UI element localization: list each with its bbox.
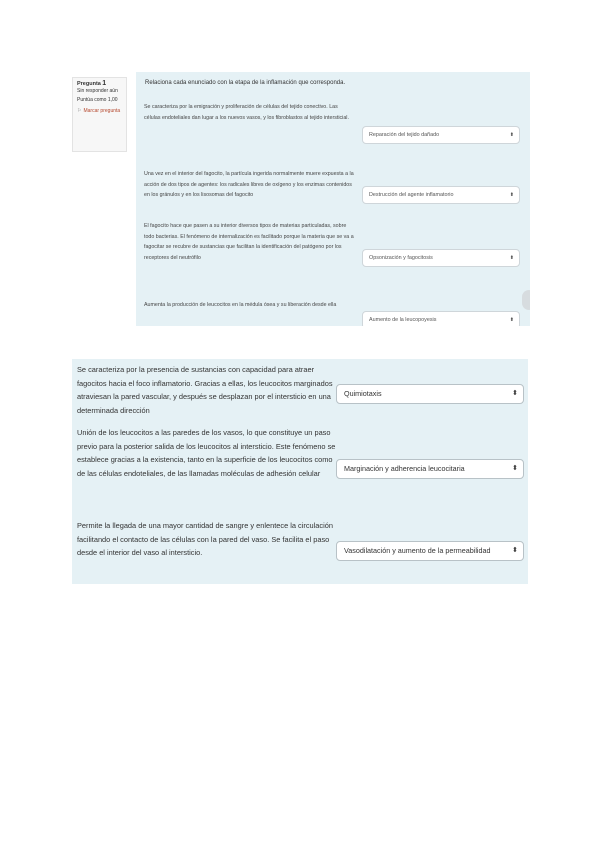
flag-question-link[interactable]: [77, 108, 122, 115]
answer-select-value: Quimiotaxis: [344, 389, 382, 398]
updown-arrow-icon: ⬍: [509, 255, 514, 261]
flag-question-label: Marcar pregunta: [83, 107, 121, 114]
answer-select[interactable]: [362, 249, 520, 267]
updown-arrow-icon: ⬍: [510, 542, 518, 560]
statement-text: Una vez en el interior del fagocito, la partícula ingerida normalmente muere expuesta a la acción de dos tipos de agentes: los radicales libres de oxígeno y los enzimas contenidos en los gránulos y en los lisosomas del fagocito: [144, 171, 354, 198]
question-points: Puntúa como 1,00: [77, 97, 118, 103]
answer-select-value: Opsonización y fagocitosis: [369, 255, 433, 261]
updown-arrow-icon: ⬍: [510, 460, 518, 478]
question-info-box: [72, 77, 127, 152]
statement-text: El fagocito hace que pasen a su interior diversos tipos de materias particuladas, sobre todo bacterias. El fenómeno de internalización es facilitado porque la materia que se va a fagocitar se recubre de sustancias que facilitan la identificación del patógeno por los receptores del neutrófilo: [144, 223, 354, 261]
answer-select[interactable]: [336, 541, 524, 561]
updown-arrow-icon: ⬍: [510, 385, 518, 403]
answer-select-value: Marginación y adherencia leucocitaria: [344, 464, 465, 473]
updown-arrow-icon: ⬍: [509, 192, 514, 198]
question-instruction: Relaciona cada enunciado con la etapa de la inflamación que corresponda.: [145, 80, 346, 86]
answer-select-value: Destrucción del agente inflamatorio: [369, 192, 454, 198]
answer-select[interactable]: [336, 384, 524, 404]
statement-text: Unión de los leucocitos a las paredes de los vasos, lo que constituye un paso previo para la posterior salida de los leucocitos al intersticio. Este fenómeno se establece gracias a la existencia, tanto en la superficie de los leucocitos como de las células endoteliales, de las llamadas moléculas de adhesión celular: [77, 428, 336, 478]
statement-text: Aumenta la producción de leucocitos en la médula ósea y su liberación desde ella: [144, 302, 337, 308]
statement-text: Se caracteriza por la emigración y proliferación de células del tejido conectivo. Las células endoteliales dan lugar a los nuevos vasos, y los fibroblastos al tejido intersticial.: [144, 104, 349, 121]
answer-select-value: Aumento de la leucopoyesis: [369, 317, 437, 323]
updown-arrow-icon: ⬍: [509, 132, 514, 138]
answer-select[interactable]: [362, 126, 520, 144]
answer-select[interactable]: [336, 459, 524, 479]
quiz-screenshot-top: [72, 72, 530, 326]
question-label: Pregunta: [77, 81, 101, 87]
question-status: Sin responder aún: [77, 87, 118, 94]
quiz-screenshot-bottom: [72, 359, 528, 584]
statement-text: Permite la llegada de una mayor cantidad de sangre y enlentece la circulación facilitando el contacto de las células con la pared del vaso. Se facilita el paso desde el interior del vaso al intersticio.: [77, 521, 333, 557]
question-panel-top: [136, 72, 530, 326]
answer-select-value: Vasodilatación y aumento de la permeabilidad: [344, 546, 491, 555]
scroll-to-top-button[interactable]: [522, 290, 530, 310]
answer-select-value: Reparación del tejido dañado: [369, 132, 440, 138]
answer-select[interactable]: [362, 186, 520, 204]
updown-arrow-icon: ⬍: [509, 317, 514, 323]
statement-text: Se caracteriza por la presencia de sustancias con capacidad para atraer fagocitos hacia el foco inflamatorio. Gracias a ellas, los leucocitos marginados atraviesan la pared vascular, y después se desplazan por el intersticio en una determinada dirección: [77, 365, 333, 415]
flag-icon: ⚐: [77, 107, 82, 114]
question-number: 1: [102, 80, 107, 87]
answer-select[interactable]: [362, 311, 520, 326]
